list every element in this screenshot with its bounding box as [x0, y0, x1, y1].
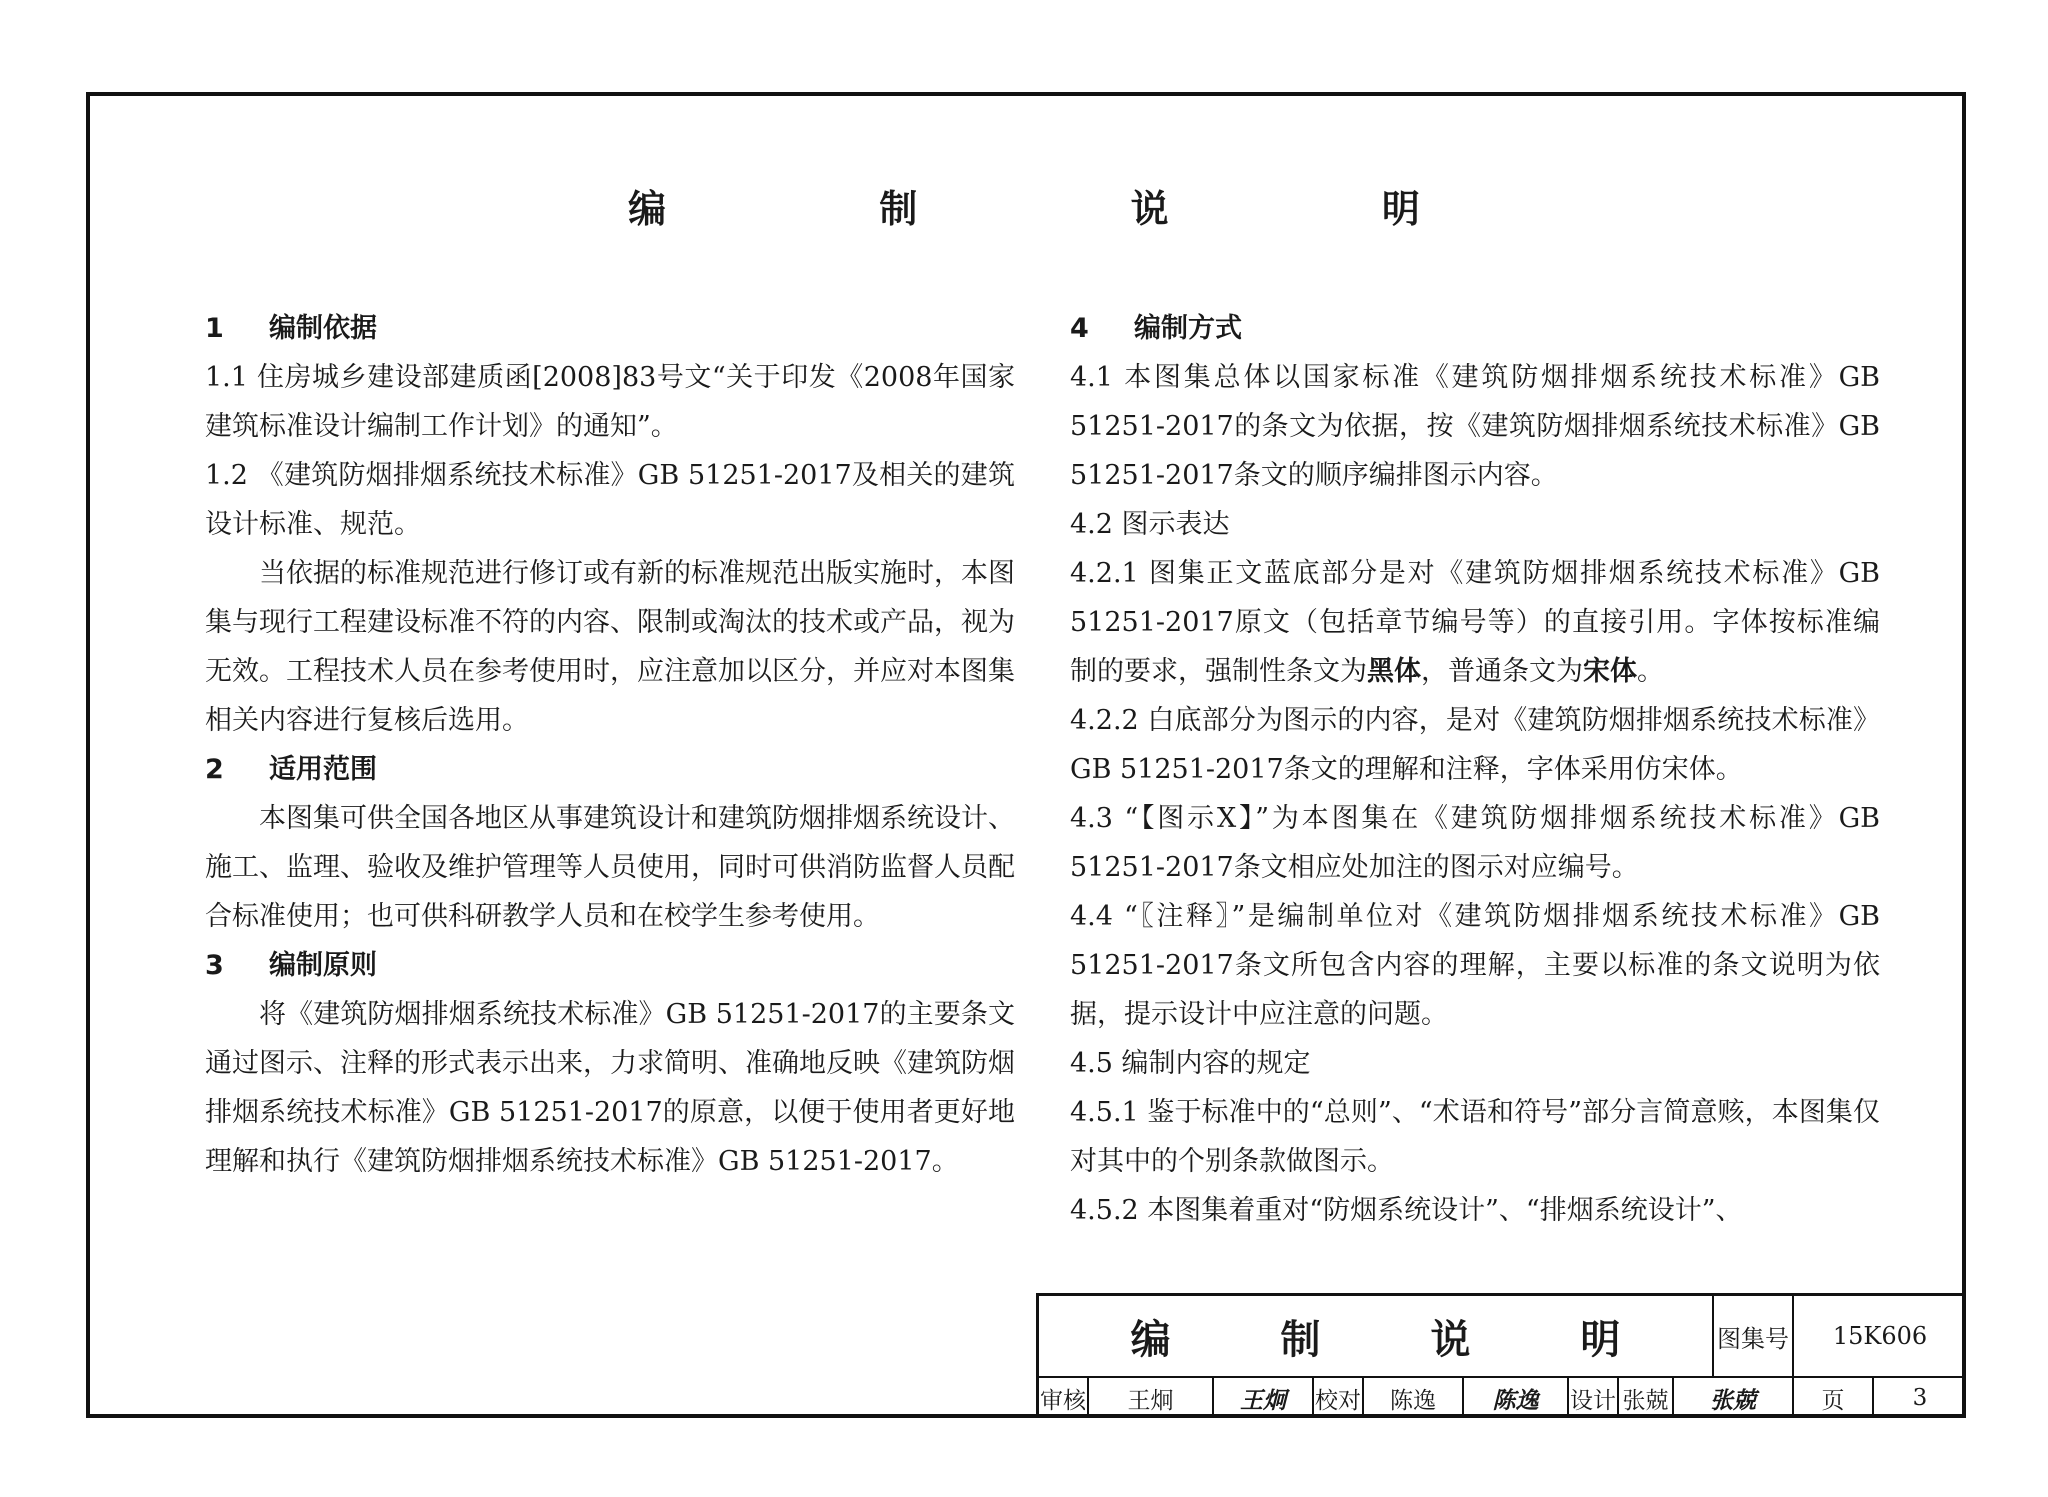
title-block	[1036, 1293, 1966, 1418]
clause-4-5-1: 4.5.1 鉴于标准中的“总则”、“术语和符号”部分言简意赅，本图集仅对其中的个别条款做图示。	[1070, 1097, 1880, 1177]
validity-note: 当依据的标准规范进行修订或有新的标准规范出版实施时，本图集与现行工程建设标准不符的内容、限制或淘汰的技术或产品，视为无效。工程技术人员在参考使用时，应注意加以区分，并应对本图集相关内容进行复核后选用。	[205, 558, 1015, 736]
review-label: 审核	[1039, 1378, 1089, 1418]
right-column	[1070, 304, 1880, 1235]
section-heading-1: 1 编制依据	[205, 313, 377, 344]
clause-4-2: 4.2 图示表达	[1070, 509, 1230, 540]
checker-name: 陈逸	[1364, 1378, 1464, 1418]
designer-signature: 张兢	[1674, 1378, 1794, 1418]
principle-paragraph: 将《建筑防烟排烟系统技术标准》GB 51251-2017的主要条文通过图示、注释的形式表示出来，力求简明、准确地反映《建筑防烟排烟系统技术标准》GB 51251-2017的原意，以便于使用者更好地理解和执行《建筑防烟排烟系统技术标准》GB 51251-2017。	[205, 999, 1015, 1177]
section-heading-4: 4 编制方式	[1070, 313, 1242, 344]
clause-4-2-1: 4.2.1 图集正文蓝底部分是对《建筑防烟排烟系统技术标准》GB 51251-2017原文（包括章节编号等）的直接引用。字体按标准编制的要求，强制性条文为黑体，普通条文为宋体。	[1070, 558, 1880, 687]
designer-name: 张兢	[1619, 1378, 1674, 1418]
checker-signature: 陈逸	[1464, 1378, 1569, 1418]
reviewer-name: 王炯	[1089, 1378, 1214, 1418]
left-column	[205, 304, 1015, 1186]
clause-1-2: 1.2 《建筑防烟排烟系统技术标准》GB 51251-2017及相关的建筑设计标准、规范。	[205, 460, 1015, 540]
bold-heiti: 黑体	[1367, 656, 1421, 687]
clause-4-5-2: 4.5.2 本图集着重对“防烟系统设计”、“排烟系统设计”、	[1070, 1195, 1743, 1226]
clause-4-1: 4.1 本图集总体以国家标准《建筑防烟排烟系统技术标准》GB 51251-2017的条文为依据，按《建筑防烟排烟系统技术标准》GB 51251-2017条文的顺序编排图示内容。	[1070, 362, 1880, 491]
atlas-number: 15K606	[1794, 1296, 1966, 1378]
clause-1-1: 1.1 住房城乡建设部建质函[2008]83号文“关于印发《2008年国家建筑标准设计编制工作计划》的通知”。	[205, 362, 1015, 442]
title-block-title: 编 制 说 明	[1039, 1296, 1714, 1378]
clause-4-5: 4.5 编制内容的规定	[1070, 1048, 1311, 1079]
check-label: 校对	[1314, 1378, 1364, 1418]
scope-paragraph: 本图集可供全国各地区从事建筑设计和建筑防烟排烟系统设计、施工、监理、验收及维护管理等人员使用，同时可供消防监督人员配合标准使用；也可供科研教学人员和在校学生参考使用。	[205, 803, 1015, 932]
page-label: 页	[1794, 1378, 1874, 1418]
clause-4-4: 4.4 “〖注释〗”是编制单位对《建筑防烟排烟系统技术标准》GB 51251-2017条文所包含内容的理解，主要以标准的条文说明为依据，提示设计中应注意的问题。	[1070, 901, 1880, 1030]
page-number: 3	[1912, 1385, 1928, 1411]
section-heading-3: 3 编制原则	[205, 950, 377, 981]
section-heading-2: 2 适用范围	[205, 754, 377, 785]
clause-4-2-2: 4.2.2 白底部分为图示的内容，是对《建筑防烟排烟系统技术标准》GB 51251-2017条文的理解和注释，字体采用仿宋体。	[1070, 705, 1880, 785]
bold-songti: 宋体	[1583, 656, 1637, 687]
page-title: 编 制 说 明	[628, 187, 1520, 231]
reviewer-signature: 王炯	[1214, 1378, 1314, 1418]
atlas-number-label: 图集号	[1714, 1296, 1794, 1378]
clause-4-3: 4.3 “【图示X】”为本图集在《建筑防烟排烟系统技术标准》GB 51251-2017条文相应处加注的图示对应编号。	[1070, 803, 1880, 883]
design-label: 设计	[1569, 1378, 1619, 1418]
